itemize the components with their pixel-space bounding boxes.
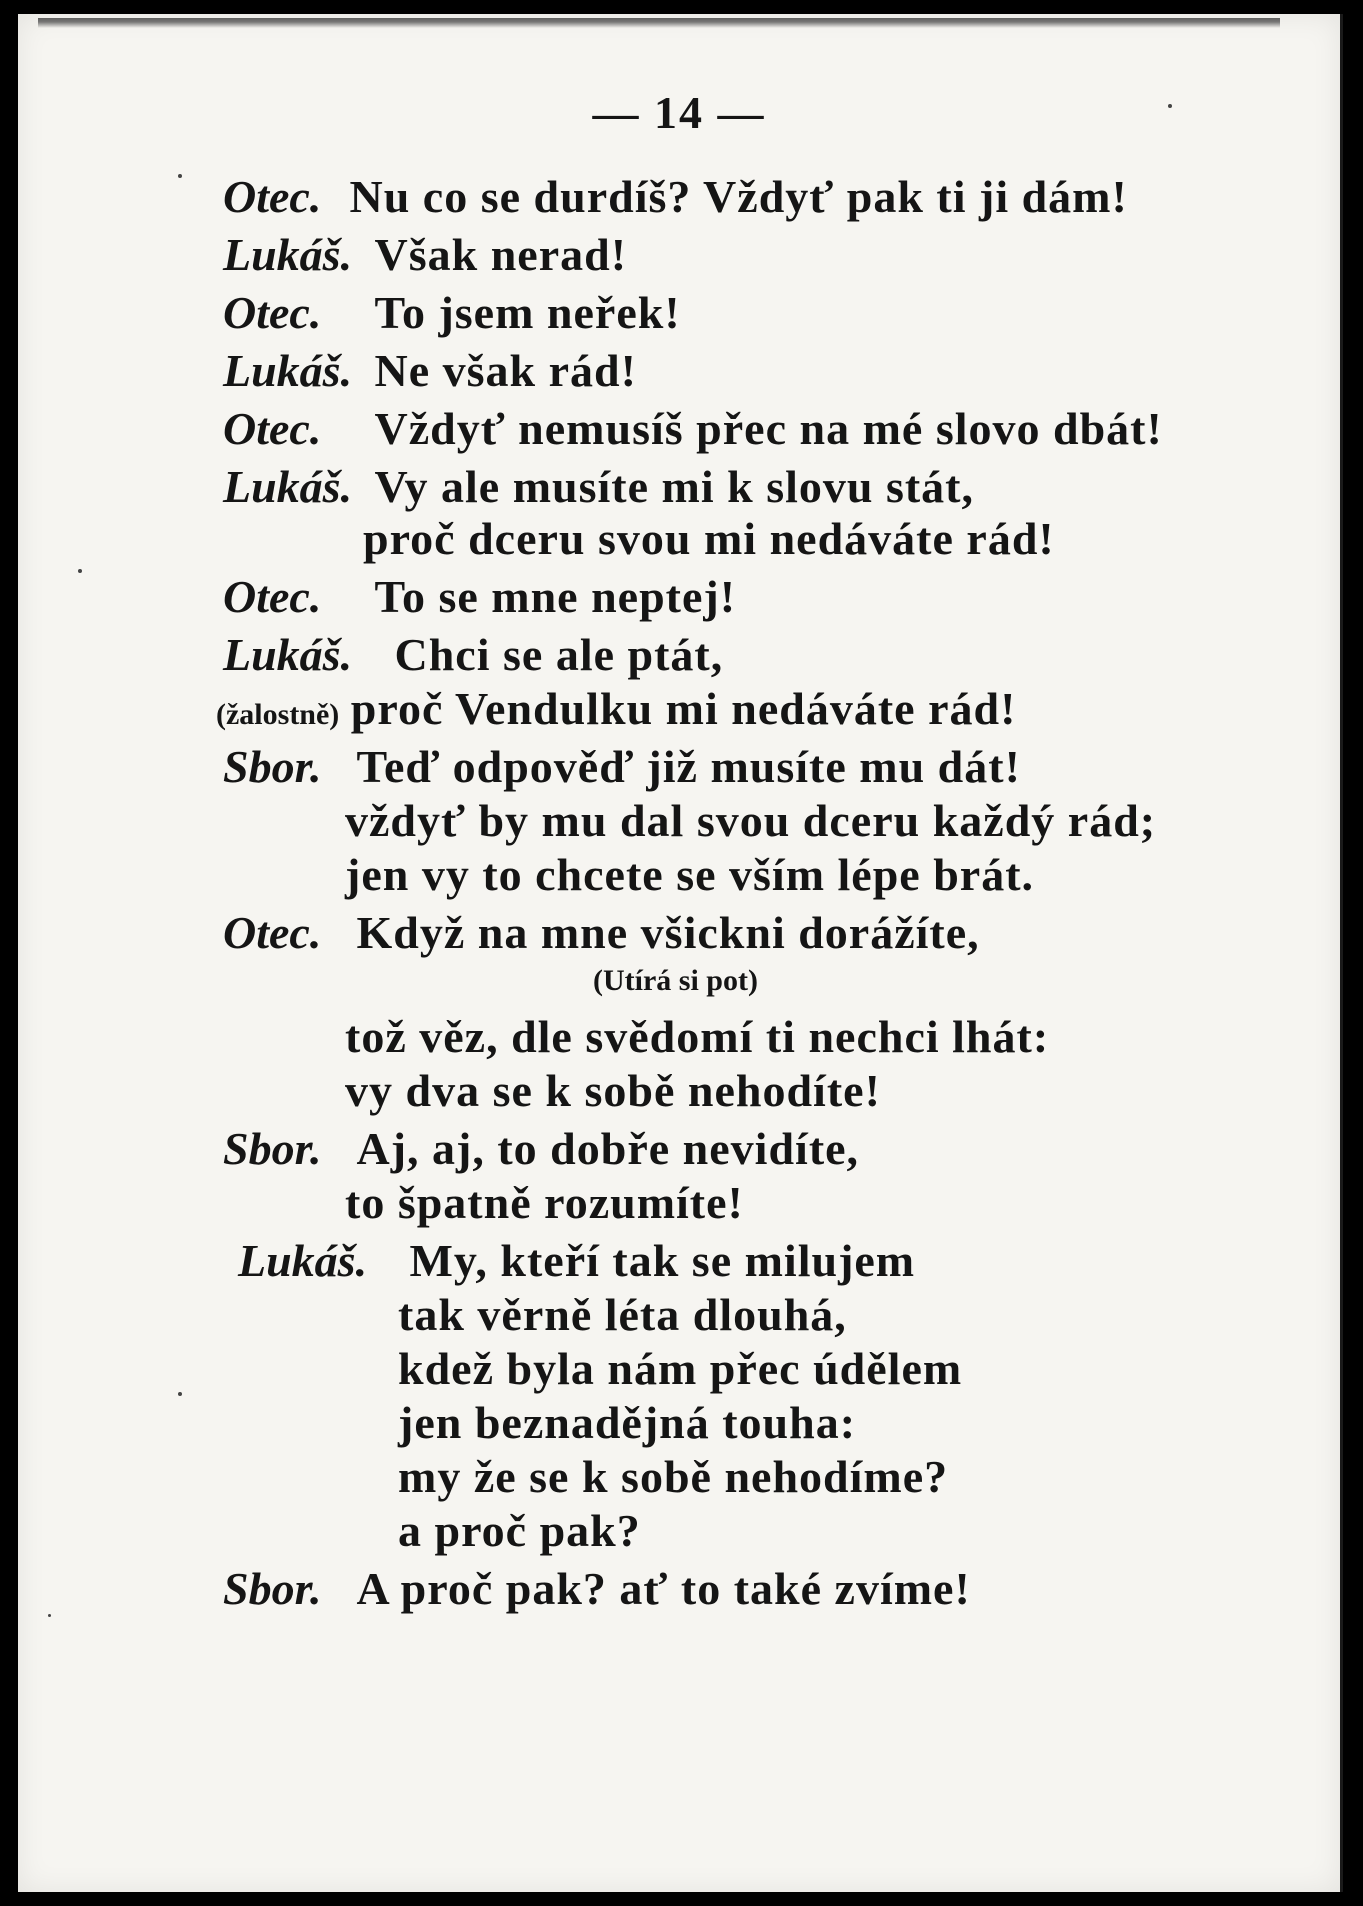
dialogue-continuation <box>398 1397 857 1448</box>
speaker-name: Otec. <box>223 907 322 958</box>
dialogue-continuation <box>398 1289 847 1340</box>
page-number: — 14 — <box>592 87 766 138</box>
stage-note: (žalostně) <box>216 698 340 731</box>
dialogue-line <box>223 403 1163 454</box>
dialogue-line <box>223 345 637 396</box>
speaker-name: Otec. <box>223 171 322 222</box>
dialogue-text: to špatně rozumíte! <box>345 1177 744 1228</box>
dialogue-text: jen vy to chcete se vším lépe brát. <box>345 849 1035 900</box>
dialogue-continuation <box>345 1065 881 1116</box>
dialogue-continuation <box>398 1451 949 1502</box>
dialogue-text: Vždyť nemusíš přec na mé slovo dbát! <box>374 403 1163 454</box>
dialogue-line <box>223 287 681 338</box>
dialogue-continuation <box>216 683 1017 734</box>
dialogue-continuation <box>398 1343 963 1394</box>
speaker-name: Sbor. <box>223 741 322 792</box>
dialogue-text: Aj, aj, to dobře nevidíte, <box>356 1123 860 1174</box>
speaker-name: Lukáš. <box>223 229 353 280</box>
speaker-name: Otec. <box>223 403 322 454</box>
dialogue-text: tož věz, dle svědomí ti nechci lhát: <box>345 1011 1050 1062</box>
dialogue-line <box>223 571 737 622</box>
dialogue-text: Když na mne všickni dorážíte, <box>356 907 980 958</box>
dialogue-continuation <box>345 1177 744 1228</box>
dialogue-text: Chci se ale ptát, <box>394 629 724 680</box>
dialogue-text: Teď odpověď již musíte mu dát! <box>356 741 1021 792</box>
page-top-edge <box>38 18 1280 28</box>
dialogue-text: kdež byla nám přec údělem <box>398 1343 963 1394</box>
dialogue-text: To jsem neřek! <box>374 287 681 338</box>
speaker-name: Lukáš. <box>223 345 353 396</box>
dialogue-line <box>223 629 724 680</box>
dialogue-line <box>223 907 980 958</box>
print-speck <box>178 174 182 178</box>
dialogue-text: Vy ale musíte mi k slovu stát, <box>374 461 974 512</box>
print-speck <box>78 569 82 573</box>
dialogue-text: Ne však rád! <box>374 345 637 396</box>
book-page <box>18 14 1343 1892</box>
speaker-name: Lukáš. <box>223 461 353 512</box>
dialogue-text: Však nerad! <box>374 229 628 280</box>
dialogue-line <box>223 229 628 280</box>
dialogue-text: a proč pak? <box>398 1505 641 1556</box>
dialogue-line <box>223 1123 860 1174</box>
dialogue-text: proč dceru svou mi nedáváte rád! <box>363 513 1055 564</box>
dialogue-text: vždyť by mu dal svou dceru každý rád; <box>345 795 1157 846</box>
dialogue-text: A proč pak? ať to také zvíme! <box>356 1563 971 1614</box>
dialogue-text: tak věrně léta dlouhá, <box>398 1289 847 1340</box>
speaker-name: Otec. <box>223 287 322 338</box>
stage-direction: (Utírá si pot) <box>593 964 758 997</box>
print-speck <box>1168 104 1172 108</box>
dialogue-continuation <box>345 1011 1050 1062</box>
print-speck <box>48 1614 51 1617</box>
print-speck <box>178 1392 182 1396</box>
speaker-name: Sbor. <box>223 1563 322 1614</box>
dialogue-continuation <box>345 795 1157 846</box>
dialogue-text: To se mne neptej! <box>374 571 737 622</box>
dialogue-text: jen beznadějná touha: <box>398 1397 857 1448</box>
dialogue-text: Nu co se durdíš? Vždyť pak ti ji dám! <box>349 171 1128 222</box>
dialogue-line <box>223 171 1128 222</box>
speaker-name: Lukáš. <box>238 1235 368 1286</box>
speaker-name: Otec. <box>223 571 322 622</box>
dialogue-line <box>223 1563 971 1614</box>
dialogue-continuation <box>363 513 1055 564</box>
dialogue-text: My, kteří tak se milujem <box>409 1235 916 1286</box>
dialogue-line <box>223 741 1021 792</box>
dialogue-line <box>238 1235 916 1286</box>
dialogue-line <box>223 461 974 512</box>
speaker-name: Sbor. <box>223 1123 322 1174</box>
speaker-name: Lukáš. <box>223 629 353 680</box>
dialogue-continuation <box>398 1505 641 1556</box>
dialogue-continuation <box>345 849 1035 900</box>
dialogue-text: proč Vendulku mi nedáváte rád! <box>350 683 1017 734</box>
dialogue-text: vy dva se k sobě nehodíte! <box>345 1065 881 1116</box>
dialogue-text: my že se k sobě nehodíme? <box>398 1451 949 1502</box>
